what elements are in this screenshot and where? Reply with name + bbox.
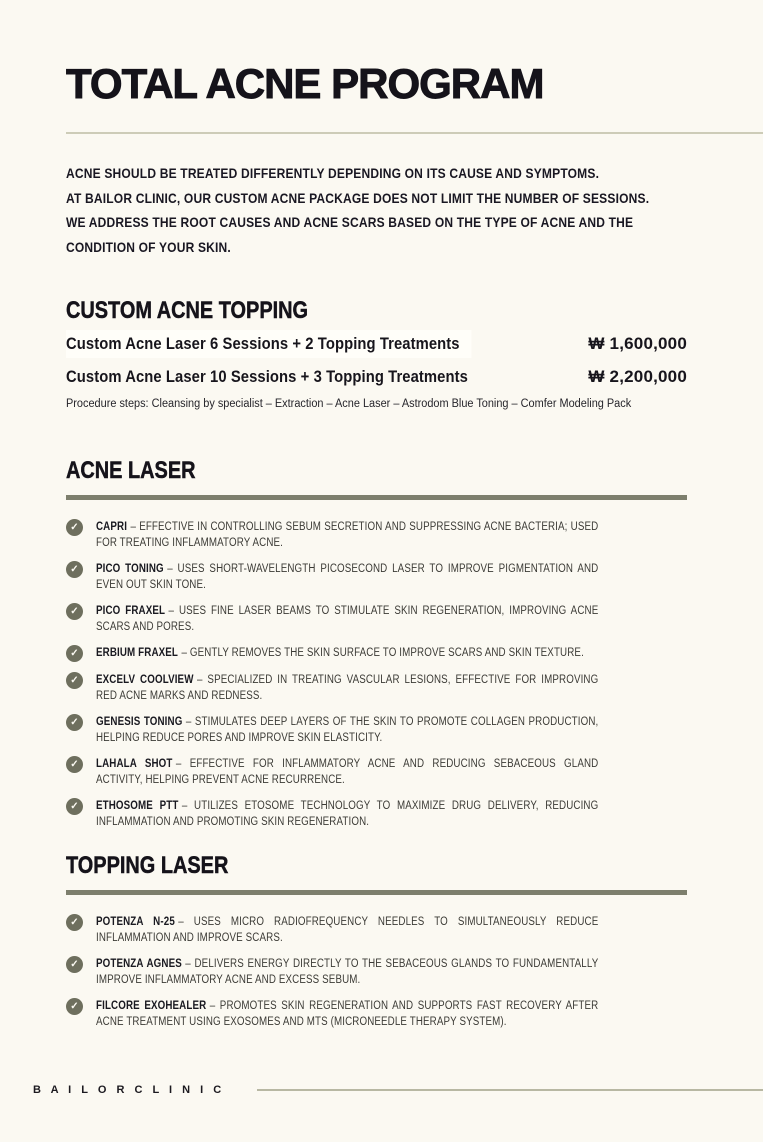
section-topping-laser bbox=[66, 854, 687, 1030]
treatment-description: – USES SHORT-WAVELENGTH PICOSECOND LASER TO IMPROVE PIGMENTATION AND EVEN OUT SKIN TONE. bbox=[96, 563, 599, 591]
intro-sentence: AT BAILOR CLINIC, OUR CUSTOM ACNE PACKAGE DOES NOT LIMIT THE NUMBER OF SESSIONS. bbox=[66, 189, 650, 206]
treatment-item bbox=[66, 646, 687, 662]
treatment-name: GENESIS TONING bbox=[96, 716, 183, 729]
treatment-name: FILCORE EXOHEALER bbox=[96, 1000, 207, 1013]
section-custom-acne-topping bbox=[66, 299, 687, 411]
treatment-item bbox=[66, 915, 687, 946]
treatment-description: – STIMULATES DEEP LAYERS OF THE SKIN TO PROMOTE COLLAGEN PRODUCTION, HELPING REDUCE PORES AND IMPROVE SKIN ELASTICITY. bbox=[96, 716, 599, 744]
treatment-item bbox=[66, 999, 687, 1030]
topping-laser-list bbox=[66, 915, 687, 1030]
section-acne-laser bbox=[66, 459, 687, 830]
treatment-item bbox=[66, 799, 687, 830]
package-row bbox=[66, 365, 687, 389]
treatment-item bbox=[66, 757, 687, 788]
treatment-description: – UTILIZES ETOSOME TECHNOLOGY TO MAXIMIZE DRUG DELIVERY, REDUCING INFLAMMATION AND PROMOTING SKIN REGENERATION. bbox=[96, 800, 599, 828]
page-title: TOTAL ACNE PROGRAM bbox=[66, 60, 544, 107]
package-price: ₩ 2,200,000 bbox=[588, 367, 687, 387]
treatment-name: EXCELV COOLVIEW bbox=[96, 674, 194, 687]
check-icon: ✓ bbox=[66, 645, 83, 662]
section-underline bbox=[66, 890, 687, 895]
treatment-description: – GENTLY REMOVES THE SKIN SURFACE TO IMPROVE SCARS AND SKIN TEXTURE. bbox=[181, 647, 584, 660]
check-icon: ✓ bbox=[66, 714, 83, 731]
treatment-description: – USES FINE LASER BEAMS TO STIMULATE SKIN REGENERATION, IMPROVING ACNE SCARS AND PORES. bbox=[96, 605, 599, 633]
package-label: Custom Acne Laser 6 Sessions + 2 Topping Treatments bbox=[66, 330, 472, 358]
custom-acne-topping-heading: CUSTOM ACNE TOPPING bbox=[66, 297, 309, 325]
treatment-name: ERBIUM FRAXEL bbox=[96, 647, 179, 660]
treatment-name: ETHOSOME PTT bbox=[96, 800, 179, 813]
treatment-description: – DELIVERS ENERGY DIRECTLY TO THE SEBACEOUS GLANDS TO FUNDAMENTALLY IMPROVE INFLAMMATORY ACNE AND EXCESS SEBUM. bbox=[96, 958, 599, 986]
check-icon: ✓ bbox=[66, 914, 83, 931]
check-icon: ✓ bbox=[66, 519, 83, 536]
treatment-description: – SPECIALIZED IN TREATING VASCULAR LESIONS, EFFECTIVE FOR IMPROVING RED ACNE MARKS AND REDNESS. bbox=[96, 674, 599, 702]
acne-laser-list bbox=[66, 520, 687, 830]
title-divider bbox=[66, 132, 763, 134]
procedure-note: Procedure steps: Cleansing by specialist – Extraction – Acne Laser – Astrodom Blue Toning – Comfer Modeling Pack bbox=[66, 398, 632, 411]
treatment-name: PICO FRAXEL bbox=[96, 605, 166, 618]
check-icon: ✓ bbox=[66, 561, 83, 578]
check-icon: ✓ bbox=[66, 603, 83, 620]
package-price: ₩ 1,600,000 bbox=[588, 334, 687, 354]
page-footer bbox=[33, 1084, 763, 1096]
footer-divider bbox=[257, 1089, 763, 1091]
treatment-item bbox=[66, 562, 687, 593]
treatment-name: LAHALA SHOT bbox=[96, 758, 173, 771]
treatment-item bbox=[66, 957, 687, 988]
treatment-item bbox=[66, 604, 687, 635]
intro-sentence: ACNE SHOULD BE TREATED DIFFERENTLY DEPENDING ON ITS CAUSE AND SYMPTOMS. bbox=[66, 165, 600, 181]
acne-laser-heading: ACNE LASER bbox=[66, 457, 196, 485]
treatment-name: POTENZA N-25 bbox=[96, 916, 175, 929]
treatment-name: POTENZA AGNES bbox=[96, 958, 182, 971]
intro-paragraph bbox=[66, 161, 704, 259]
treatment-description: – EFFECTIVE FOR INFLAMMATORY ACNE AND REDUCING SEBACEOUS GLAND ACTIVITY, HELPING PREVENT ACNE RECURRENCE. bbox=[96, 758, 599, 786]
section-underline bbox=[66, 495, 687, 500]
treatment-item bbox=[66, 520, 687, 551]
treatment-description: – EFFECTIVE IN CONTROLLING SEBUM SECRETION AND SUPPRESSING ACNE BACTERIA; USED FOR TREATING INFLAMMATORY ACNE. bbox=[96, 521, 599, 549]
intro-sentence: WE ADDRESS THE ROOT CAUSES AND ACNE SCARS BASED ON THE TYPE OF ACNE AND THE CONDITION OF YOUR SKIN. bbox=[66, 214, 634, 255]
check-icon: ✓ bbox=[66, 798, 83, 815]
treatment-item bbox=[66, 715, 687, 746]
footer-brand: B A I L O R C L I N I C bbox=[33, 1084, 225, 1096]
treatment-description: – PROMOTES SKIN REGENERATION AND SUPPORTS FAST RECOVERY AFTER ACNE TREATMENT USING EXOSOMES AND MTS (MICRONEEDLE THERAPY SYSTEM). bbox=[96, 1000, 599, 1028]
package-label: Custom Acne Laser 10 Sessions + 3 Topping Treatments bbox=[66, 367, 468, 387]
check-icon: ✓ bbox=[66, 998, 83, 1015]
treatment-name: CAPRI bbox=[96, 521, 128, 534]
package-row bbox=[66, 330, 687, 358]
check-icon: ✓ bbox=[66, 756, 83, 773]
brochure-page bbox=[0, 62, 763, 1030]
treatment-item bbox=[66, 673, 687, 704]
treatment-name: PICO TONING bbox=[96, 563, 164, 576]
check-icon: ✓ bbox=[66, 956, 83, 973]
topping-laser-heading: TOPPING LASER bbox=[66, 852, 229, 880]
check-icon: ✓ bbox=[66, 672, 83, 689]
treatment-description: – USES MICRO RADIOFREQUENCY NEEDLES TO SIMULTANEOUSLY REDUCE INFLAMMATION AND IMPROVE SCARS. bbox=[96, 916, 599, 944]
